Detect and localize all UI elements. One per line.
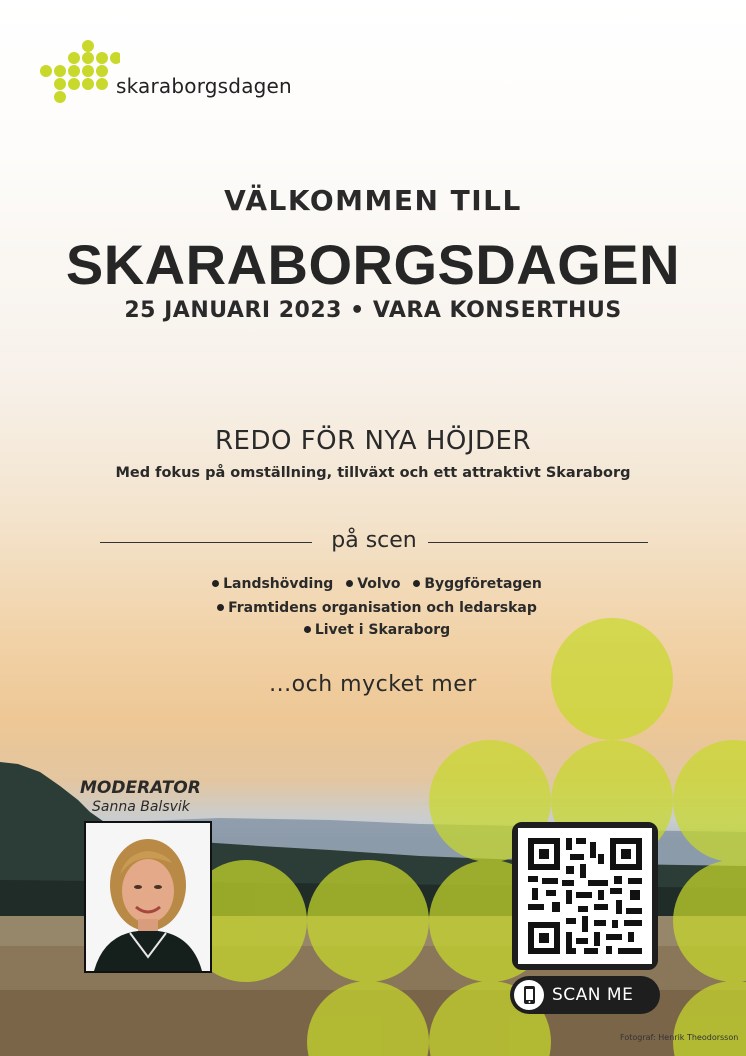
topic-item: Volvo [357, 576, 401, 592]
event-date: 25 JANUARI 2023 [124, 298, 342, 323]
topic-item: Livet i Skaraborg [314, 622, 451, 638]
logo-dots-icon [40, 38, 120, 108]
photo-credit: Fotograf: Henrik Theodorsson [620, 1033, 739, 1042]
portrait-image [86, 823, 210, 971]
scan-me-label: SCAN ME [552, 985, 634, 1005]
phone-icon [514, 980, 544, 1010]
stage-heading [100, 528, 648, 558]
topic-item: Framtidens organisation och ledarskap [228, 600, 537, 616]
scan-me-button[interactable] [510, 976, 660, 1014]
moderator-name: Sanna Balsvik [92, 799, 190, 815]
moderator-photo [84, 821, 212, 973]
welcome-heading: VÄLKOMMEN TILL [224, 184, 522, 217]
theme-title: REDO FÖR NYA HÖJDER [214, 426, 532, 456]
topic-item: Landshövding [223, 576, 334, 592]
qr-code[interactable] [512, 822, 658, 970]
bullet-icon [304, 626, 311, 633]
divider-right [428, 542, 648, 543]
date-venue-line: 25 JANUARI 2023 • VARA KONSERTHUS [124, 298, 622, 323]
bullet-icon [217, 604, 224, 611]
topic-item: Byggföretagen [424, 576, 542, 592]
event-title: SKARABORGSDAGEN [65, 233, 681, 296]
moderator-label: MODERATOR [80, 778, 201, 798]
stage-label: på scen [331, 528, 417, 553]
bullet-icon [346, 580, 353, 587]
bullet-icon [212, 580, 219, 587]
more-text: ...och mycket mer [269, 672, 477, 697]
theme-subtitle: Med fokus på omställning, tillväxt och ett attraktivt Skaraborg [115, 465, 631, 481]
topic-row [0, 576, 746, 592]
logo [40, 38, 340, 108]
event-venue: VARA KONSERTHUS [372, 298, 622, 323]
topic-row [0, 622, 746, 638]
logo-text: skaraborgsdagen [116, 74, 292, 98]
qr-code-icon [518, 828, 652, 964]
bullet-icon [413, 580, 420, 587]
topic-row [0, 600, 746, 616]
